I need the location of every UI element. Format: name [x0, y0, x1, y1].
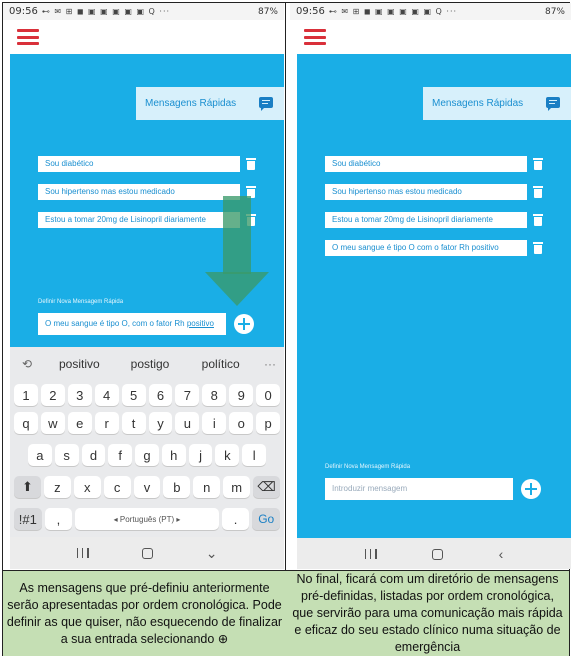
- key[interactable]: o: [229, 412, 253, 434]
- message-text[interactable]: Sou hipertenso mas estou medicado: [38, 184, 240, 200]
- key[interactable]: z: [44, 476, 71, 498]
- key[interactable]: e: [68, 412, 92, 434]
- key[interactable]: n: [193, 476, 220, 498]
- message-text[interactable]: Estou a tomar 20mg de Lisinopril diariamente: [38, 212, 240, 228]
- add-circle-icon[interactable]: [521, 479, 541, 499]
- message-icon: [546, 97, 562, 111]
- caption-text: No final, ficará com um diretório de mensagens pré-definidas, listadas por ordem cronológica, que servirão para uma comunicação mais rápida e eficaz do seu estado clínico numa situação de emergência: [292, 572, 563, 654]
- list-item: [38, 156, 268, 172]
- define-message-label: Definir Nova Mensagem Rápida: [38, 299, 124, 305]
- key-row-top: [14, 412, 280, 434]
- key[interactable]: b: [163, 476, 190, 498]
- caption-right: [286, 571, 569, 656]
- key[interactable]: 3: [68, 384, 92, 406]
- system-nav-bar: [10, 537, 284, 569]
- key[interactable]: f: [108, 444, 132, 466]
- key[interactable]: j: [189, 444, 213, 466]
- message-text[interactable]: O meu sangue é tipo O com o fator Rh positivo: [325, 240, 527, 256]
- key[interactable]: a: [28, 444, 52, 466]
- app-bar: [290, 20, 571, 54]
- key[interactable]: 7: [175, 384, 199, 406]
- quick-messages-label: Mensagens Rápidas: [432, 98, 524, 109]
- key[interactable]: 5: [122, 384, 146, 406]
- key-row-middle: [28, 444, 266, 466]
- message-text[interactable]: Sou diabético: [38, 156, 240, 172]
- quick-messages-label: Mensagens Rápidas: [145, 98, 237, 109]
- column-divider: [285, 2, 286, 656]
- suggestion-bar: [10, 347, 284, 380]
- status-time: 09:56: [296, 6, 325, 17]
- key-row-bottom: [14, 476, 280, 498]
- comma-key[interactable]: ,: [45, 508, 73, 530]
- key[interactable]: r: [95, 412, 119, 434]
- key[interactable]: p: [256, 412, 280, 434]
- recent-apps-icon[interactable]: [77, 548, 89, 558]
- message-text[interactable]: Sou hipertenso mas estou medicado: [325, 184, 527, 200]
- list-item: [325, 184, 555, 200]
- message-icon: [259, 97, 275, 111]
- new-message-input[interactable]: [38, 313, 226, 335]
- status-icons: ⊷ ✉ ⊞ ◼ ▣ ▣ ▣ ▣ ▣ Q ···: [328, 7, 458, 16]
- trash-icon[interactable]: [533, 242, 543, 254]
- new-message-input[interactable]: Introduzir mensagem: [325, 478, 513, 500]
- key[interactable]: 8: [202, 384, 226, 406]
- define-message-label: Definir Nova Mensagem Rápida: [325, 464, 411, 470]
- key[interactable]: 0: [256, 384, 280, 406]
- key[interactable]: 2: [41, 384, 65, 406]
- symbols-key[interactable]: !#1: [14, 508, 42, 530]
- system-nav-bar: [297, 538, 571, 569]
- suggestion-item[interactable]: político: [201, 356, 240, 371]
- key[interactable]: 4: [95, 384, 119, 406]
- battery-level: 87%: [544, 6, 565, 17]
- more-icon[interactable]: ···: [264, 356, 277, 371]
- suggestion-item[interactable]: postigo: [130, 356, 170, 371]
- key[interactable]: w: [41, 412, 65, 434]
- caption-left: [3, 571, 286, 656]
- key[interactable]: 1: [14, 384, 38, 406]
- key[interactable]: s: [55, 444, 79, 466]
- key[interactable]: x: [74, 476, 101, 498]
- trash-icon[interactable]: [533, 158, 543, 170]
- go-key[interactable]: Go: [252, 508, 280, 530]
- back-icon[interactable]: ‹: [498, 546, 504, 562]
- key[interactable]: k: [215, 444, 239, 466]
- down-arrow-icon: [205, 196, 269, 306]
- message-text[interactable]: Estou a tomar 20mg de Lisinopril diariamente: [325, 212, 527, 228]
- caption-text: As mensagens que pré-definiu anteriormente serão apresentadas por ordem cronológica. Pode definir as que quiser, não esquecendo de finalizar a sua entrada selecionando ⊕: [6, 580, 283, 646]
- status-time: 09:56: [9, 6, 38, 17]
- home-icon[interactable]: [432, 549, 443, 560]
- key[interactable]: m: [223, 476, 250, 498]
- left-screenshot: [3, 3, 284, 569]
- trash-icon[interactable]: [246, 158, 256, 170]
- app-bar: [3, 20, 284, 54]
- key[interactable]: y: [149, 412, 173, 434]
- key-row-space: [14, 508, 280, 530]
- key[interactable]: 6: [149, 384, 173, 406]
- trash-icon[interactable]: [533, 214, 543, 226]
- backspace-icon[interactable]: ⌫: [253, 476, 280, 498]
- status-icons: ⊷ ✉ ⊞ ◼ ▣ ▣ ▣ ▣ ▣ Q ···: [41, 7, 171, 16]
- main-content: [297, 54, 571, 538]
- key-row-numbers: [14, 384, 280, 406]
- key[interactable]: c: [104, 476, 131, 498]
- key[interactable]: g: [135, 444, 159, 466]
- message-text[interactable]: Sou diabético: [325, 156, 527, 172]
- keyboard: [10, 347, 284, 537]
- period-key[interactable]: .: [222, 508, 250, 530]
- status-bar: [3, 3, 284, 20]
- right-screenshot: [290, 3, 571, 569]
- space-key[interactable]: ◂ Português (PT) ▸: [75, 508, 219, 530]
- input-text: O meu sangue é tipo O, com o fator Rh: [45, 319, 187, 328]
- home-icon[interactable]: [142, 548, 153, 559]
- shift-icon[interactable]: ⬆: [14, 476, 41, 498]
- key[interactable]: h: [162, 444, 186, 466]
- chevron-down-icon[interactable]: ⌄: [205, 545, 218, 561]
- suggestion-item[interactable]: positivo: [58, 356, 100, 371]
- key[interactable]: t: [122, 412, 146, 434]
- hamburger-menu-icon[interactable]: [304, 29, 326, 45]
- trash-icon[interactable]: [533, 186, 543, 198]
- quick-messages-tab[interactable]: [136, 87, 284, 120]
- list-item: [325, 240, 555, 256]
- key[interactable]: 9: [229, 384, 253, 406]
- key[interactable]: q: [14, 412, 38, 434]
- key[interactable]: u: [175, 412, 199, 434]
- quick-messages-tab[interactable]: [423, 87, 571, 120]
- key[interactable]: v: [134, 476, 161, 498]
- hamburger-menu-icon[interactable]: [17, 29, 39, 45]
- recent-apps-icon[interactable]: [365, 549, 377, 559]
- key[interactable]: l: [242, 444, 266, 466]
- add-circle-icon[interactable]: [234, 314, 254, 334]
- status-bar: [290, 3, 571, 20]
- battery-level: 87%: [257, 6, 278, 17]
- list-item: [325, 156, 555, 172]
- key[interactable]: d: [82, 444, 106, 466]
- key[interactable]: i: [202, 412, 226, 434]
- input-underlined-word: positivo: [186, 319, 214, 328]
- list-item: [325, 212, 555, 228]
- emoji-icon[interactable]: ⟲: [21, 356, 33, 371]
